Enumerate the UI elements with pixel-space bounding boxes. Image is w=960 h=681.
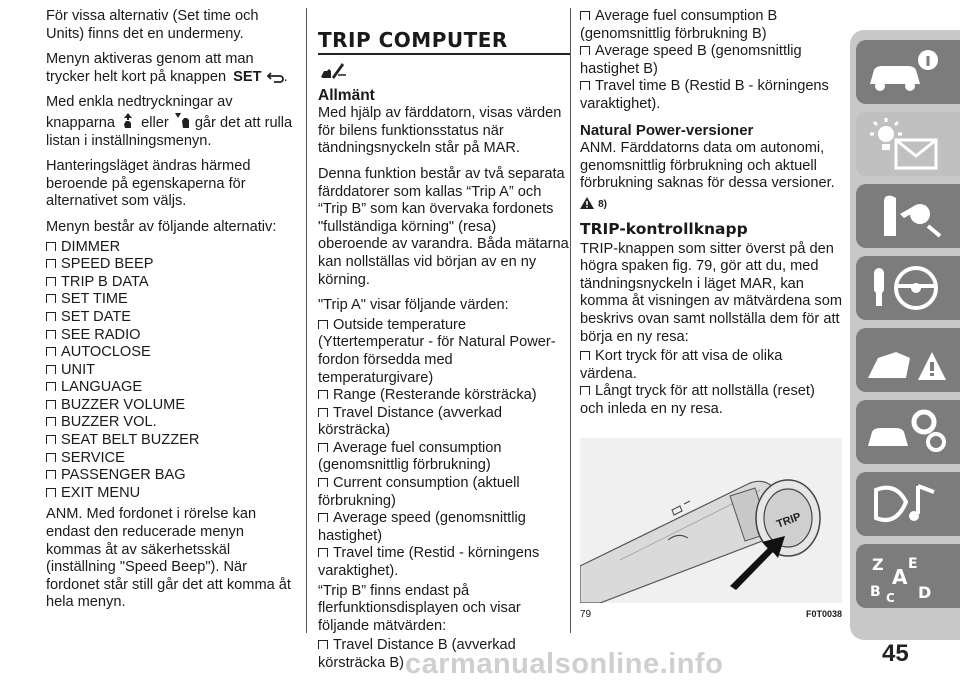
chapter-sidebar <box>850 30 960 640</box>
list-item: SEAT BELT BUZZER <box>46 432 296 450</box>
warning-lights-icon <box>856 112 960 176</box>
list-item: AUTOCLOSE <box>46 344 296 362</box>
list-item: Outside temperature (Yttertemperatur - för Natural Power-fordon försedda med temperaturgivare) <box>318 317 570 387</box>
paragraph: TRIP-knappen som sitter överst på den högra spaken fig. 79, gör att du, med tändningsnyckeln i läget MAR, kan komma åt visningen av mätvärdena som beskrivs ovan samt nollställa dem för att börja en ny resa: <box>580 240 842 345</box>
paragraph: Denna funktion består av två separata färddatorer som kallas “Trip A” och “Trip B” som kan övervaka fordonets "fullständiga körning" (resa) oberoende av varandra. Båda mätarna kan nollställas vid början av en ny körning. <box>318 165 569 288</box>
subsection-title: Allmänt <box>318 86 375 104</box>
svg-text:D: D <box>918 583 932 602</box>
chapter-tab-multimedia[interactable] <box>856 472 960 536</box>
list-item: Average fuel consumption (genomsnittlig förbrukning) <box>318 440 570 475</box>
chapter-tab-car-info[interactable] <box>856 40 960 104</box>
svg-text:C: C <box>886 591 895 605</box>
list-item: SPEED BEEP <box>46 256 296 274</box>
menu-consists-text: Menyn består av följande alternativ: <box>46 218 277 235</box>
middle-column <box>318 8 570 673</box>
chapter-tab-index[interactable] <box>856 544 960 608</box>
list-item: EXIT MENU <box>46 485 296 503</box>
activate-menu-text: Menyn aktiveras genom att man trycker helt kort på knappen SET . <box>46 51 288 85</box>
list-item: BUZZER VOL. <box>46 414 296 432</box>
list-item: Average speed B (genomsnittlig hastighet B) <box>580 43 842 78</box>
list-item: TRIP B DATA <box>46 274 296 292</box>
list-item: Travel Distance (avverkad körsträcka) <box>318 405 570 440</box>
figure-code: F0T0038 <box>805 609 842 620</box>
svg-text:A: A <box>892 565 908 589</box>
paragraph: ANM. Färddatorns data om autonomi, genomsnittlig förbrukning och aktuell förbrukning saknas för dessa versioner. <box>580 140 835 192</box>
car-service-gears-icon <box>856 400 960 464</box>
return-arrow-icon <box>266 72 284 84</box>
column-divider <box>306 8 307 633</box>
list-item: PASSENGER BAG <box>46 467 296 485</box>
menu-options-list <box>46 239 296 503</box>
hand-up-arrow-icon <box>119 112 137 130</box>
list-item: UNIT <box>46 362 296 380</box>
submenu-note: För vissa alternativ (Set time och Units) finns det en undermeny. <box>46 8 259 42</box>
handling-mode-text: Hanteringsläget ändras härmed beroende på egenskaperna för alternativet som väljs. <box>46 158 251 210</box>
list-item: Långt tryck för att nollställa (reset) och inleda en ny resa. <box>580 383 842 418</box>
chapter-tab-safety[interactable] <box>856 184 960 248</box>
left-column <box>46 8 296 620</box>
list-item: Average fuel consumption B (genomsnittlig förbrukning B) <box>580 8 842 43</box>
list-item: Travel time B (Restid B - körningens varaktighet). <box>580 78 842 113</box>
list-item: SET DATE <box>46 309 296 327</box>
list-item: SERVICE <box>46 450 296 468</box>
index-alphabet-icon <box>856 544 960 608</box>
subsection-title: Natural Power-versioner <box>580 121 754 139</box>
steering-stalk-illustration <box>580 438 842 603</box>
paragraph: "Trip A" visar följande värden: <box>318 297 509 314</box>
figure-number: 79 <box>580 609 592 621</box>
subsection-title: TRIP-kontrollknapp <box>580 219 748 238</box>
trip-a-list <box>318 317 570 581</box>
hand-down-arrow-icon <box>173 112 191 130</box>
list-item: Range (Resterande körsträcka) <box>318 387 570 405</box>
chapter-tab-emergency[interactable] <box>856 328 960 392</box>
svg-text:E: E <box>908 556 918 572</box>
paragraph: Med hjälp av färddatorn, visas värden för bilens funktionsstatus när tändningsnyckeln står på MAR. <box>318 105 562 157</box>
hand-writing-icon <box>318 61 570 83</box>
list-item: Travel time (Restid - körningens varaktighet). <box>318 545 570 580</box>
list-item: BUZZER VOLUME <box>46 397 296 415</box>
car-breakdown-icon <box>856 328 960 392</box>
list-item: DIMMER <box>46 239 296 257</box>
paragraph: “Trip B” finns endast på flerfunktionsdisplayen och visar följande mätvärden: <box>318 582 521 634</box>
list-item: Current consumption (aktuell förbrukning) <box>318 475 570 510</box>
trip-stalk-figure <box>580 438 842 603</box>
figure-caption <box>580 606 842 621</box>
column-divider <box>570 8 571 633</box>
chapter-tab-starting-driving[interactable] <box>856 256 960 320</box>
music-phone-icon <box>856 472 960 536</box>
section-title: TRIP COMPUTER <box>318 32 570 55</box>
list-item: Kort tryck för att visa de olika värdena. <box>580 348 842 383</box>
list-item: SET TIME <box>46 291 296 309</box>
watermark: carmanualsonline.info <box>405 648 724 680</box>
list-item: Average speed (genomsnittlig hastighet) <box>318 510 570 545</box>
chapter-tab-maintenance[interactable] <box>856 400 960 464</box>
moving-vehicle-note: ANM. Med fordonet i rörelse kan endast den reducerade menyn kommas åt av säkerhetsskäl (inställning "Speed Beep"). När fordonet står still går det att komma åt hela menyn. <box>46 506 291 611</box>
right-column <box>580 8 842 621</box>
seat-belt-airbag-icon <box>856 184 960 248</box>
key-steering-icon <box>856 256 960 320</box>
warning-reference: 8) <box>580 195 842 213</box>
svg-text:B: B <box>870 584 881 600</box>
scroll-list-text: Med enkla nedtryckningar av knapparna eller går det att rulla listan i inställningsmenyn. <box>46 94 293 149</box>
trip-b-list <box>580 8 842 114</box>
trip-button-list <box>580 348 842 418</box>
svg-text:Z: Z <box>872 555 884 574</box>
list-item: LANGUAGE <box>46 379 296 397</box>
car-info-icon <box>856 40 960 104</box>
list-item: Travel Distance B (avverkad körsträcka B) <box>318 637 570 672</box>
chapter-tab-warning-lights[interactable] <box>856 112 960 176</box>
list-item: SEE RADIO <box>46 327 296 345</box>
page-number: 45 <box>882 640 909 667</box>
warning-triangle-icon <box>580 197 594 209</box>
trip-button-label: TRIP <box>775 511 803 532</box>
set-label: SET <box>233 68 262 85</box>
